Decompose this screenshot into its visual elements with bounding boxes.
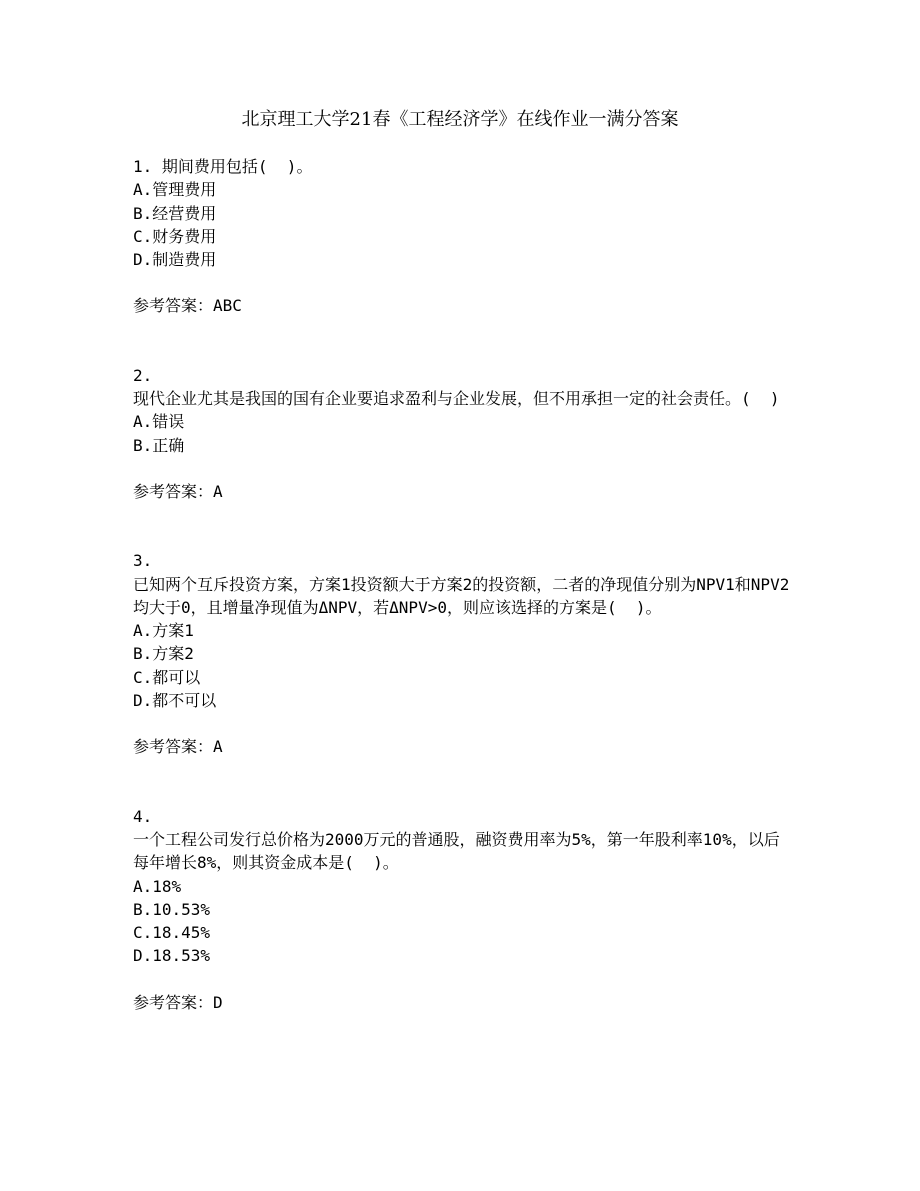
question-1-answer	[133, 294, 793, 317]
question-3-option-b: B.方案2	[133, 644, 194, 664]
question-4-number: 4.	[133, 806, 153, 826]
question-1-number: 1.	[133, 157, 153, 176]
question-4-option-d: D.18.53%	[133, 946, 211, 966]
question-2-option-b: B.正确	[133, 435, 185, 455]
question-2-stem: 现代企业尤其是我国的国有企业要追求盈利与企业发展，但不用承担一定的社会责任。( )	[133, 389, 780, 409]
answer-prefix: 参考答案：	[133, 481, 214, 501]
question-2-number: 2.	[133, 365, 153, 385]
question-2-body	[133, 364, 793, 457]
question-2-answer-value: A	[213, 481, 223, 501]
question-1-stem: 期间费用包括( )。	[161, 157, 313, 176]
question-1-body	[133, 155, 793, 271]
question-3-answer-value: A	[213, 737, 223, 757]
question-3-body	[133, 549, 793, 712]
question-2-option-a: A.错误	[133, 412, 185, 432]
question-4-body	[133, 805, 793, 968]
question-3-option-a: A.方案1	[133, 621, 194, 641]
answer-prefix: 参考答案：	[133, 737, 214, 757]
question-1-header	[133, 155, 793, 178]
question-2	[133, 364, 793, 503]
question-4-stem: 一个工程公司发行总价格为2000万元的普通股，融资费用率为5%，第一年股利率10%，以后每年增长8%，则其资金成本是( )。	[133, 829, 780, 873]
question-4-option-c: C.18.45%	[133, 923, 211, 943]
question-4-answer-value: D	[213, 992, 223, 1012]
question-1-option-b: B.经营费用	[133, 203, 217, 223]
answer-prefix: 参考答案：	[133, 296, 214, 316]
question-2-answer	[133, 480, 793, 503]
question-3-option-c: C.都可以	[133, 667, 201, 687]
question-1-option-a: A.管理费用	[133, 180, 217, 200]
question-1-answer-value: ABC	[213, 296, 242, 316]
question-3-option-d: D.都不可以	[133, 691, 217, 711]
answer-prefix: 参考答案：	[133, 992, 214, 1012]
question-1-option-c: C.财务费用	[133, 226, 217, 246]
question-3-stem: 已知两个互斥投资方案，方案1投资额大于方案2的投资额，二者的净现值分别为NPV1和NPV2均大于0，且增量净现值为ΔNPV，若ΔNPV>0，则应该选择的方案是( )。	[133, 574, 790, 617]
question-1	[133, 155, 793, 318]
question-1-option-d: D.制造费用	[133, 250, 217, 270]
question-4	[133, 805, 793, 1014]
question-3-answer	[133, 735, 793, 758]
question-4-answer	[133, 991, 793, 1014]
question-3-number: 3.	[133, 551, 153, 571]
question-3	[133, 549, 793, 758]
document-title: 北京理工大学21春《工程经济学》在线作业一满分答案	[241, 109, 679, 130]
question-list	[133, 155, 793, 1014]
question-4-option-a: A.18%	[133, 876, 182, 896]
question-4-option-b: B.10.53%	[133, 899, 211, 919]
